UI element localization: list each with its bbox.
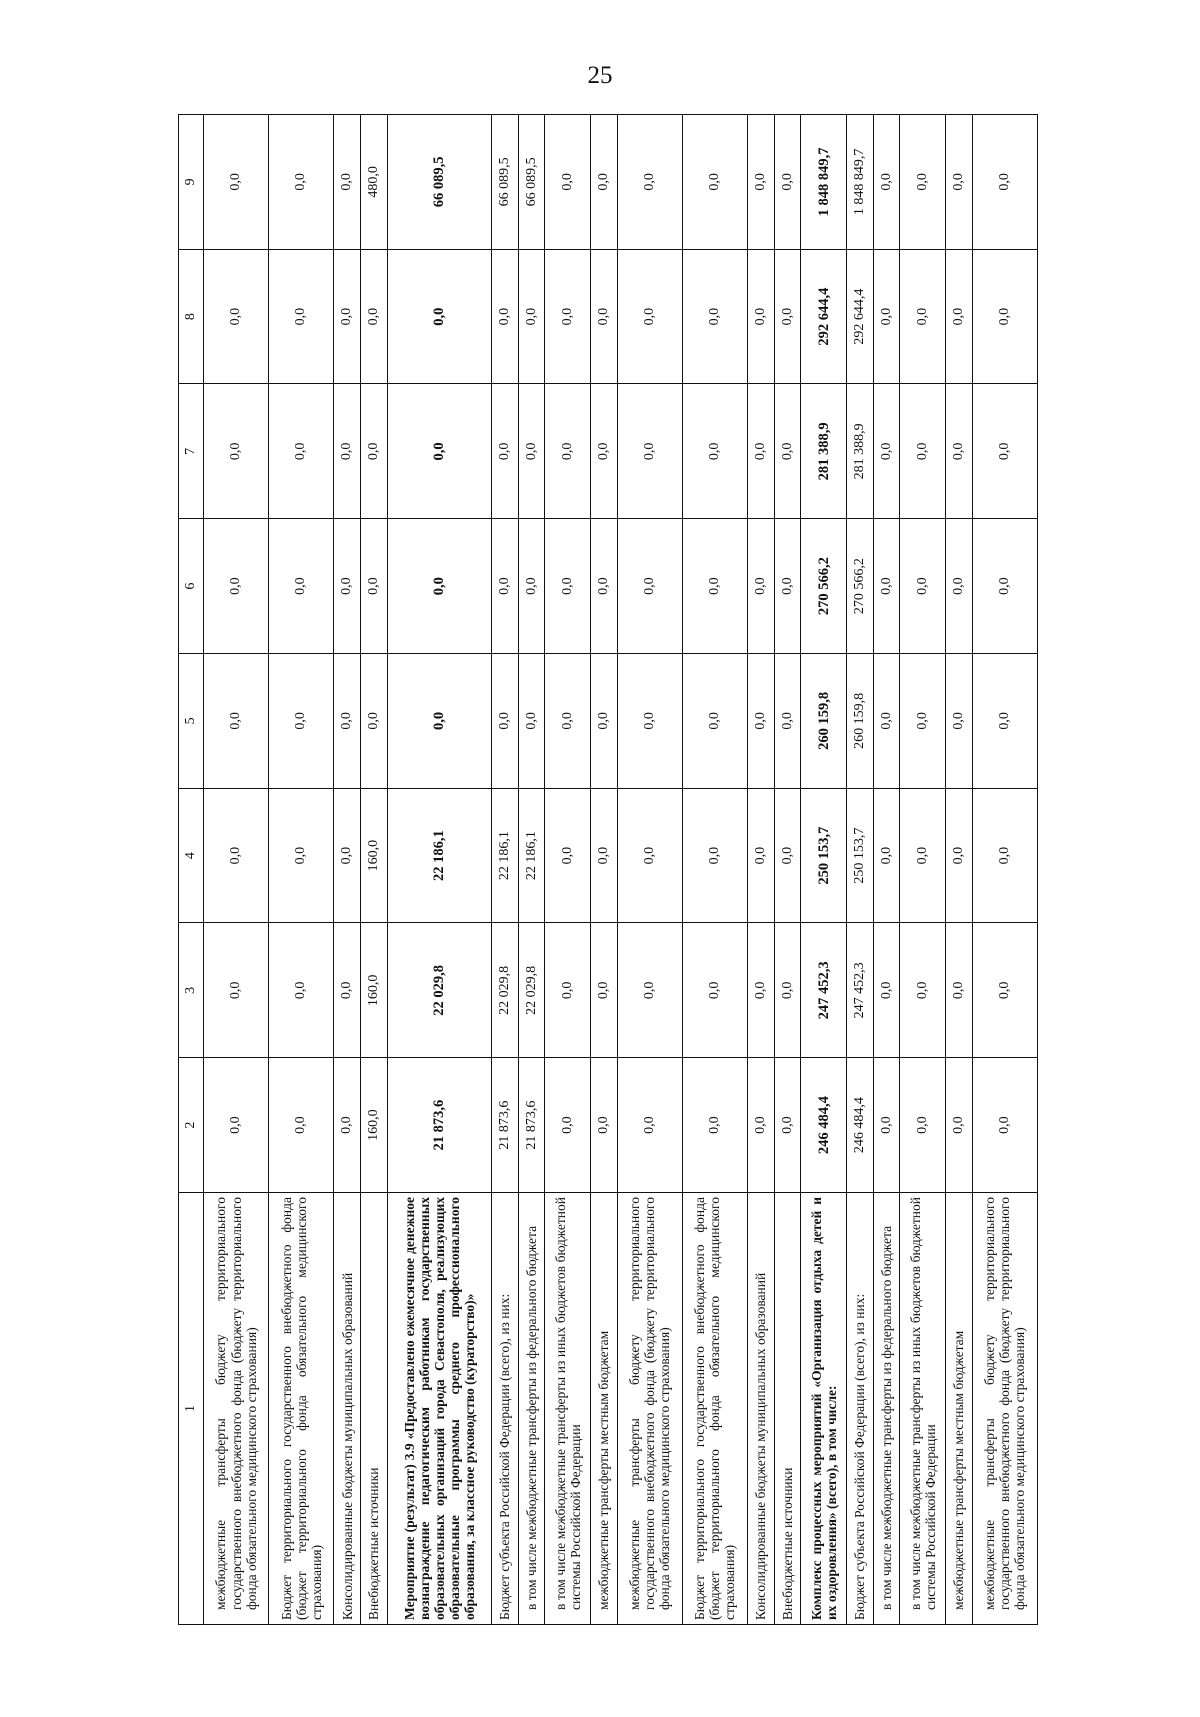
value-cell: 0,0 — [774, 923, 801, 1058]
value-cell: 0,0 — [590, 923, 617, 1058]
table-row — [972, 115, 1037, 1625]
value-cell: 160,0 — [360, 923, 387, 1058]
row-label: межбюджетные трансферты бюджету территориального государственного внебюджетного фонда (бюджету территориального фонда обязательного медицинского страхования) — [972, 1193, 1037, 1625]
value-cell: 0,0 — [900, 923, 946, 1058]
value-cell: 1 848 849,7 — [801, 115, 847, 250]
value-cell: 0,0 — [900, 1058, 946, 1193]
value-cell: 0,0 — [774, 788, 801, 923]
value-cell: 0,0 — [873, 788, 900, 923]
value-cell: 0,0 — [873, 384, 900, 519]
value-cell: 22 186,1 — [491, 788, 518, 923]
row-label: Бюджет субъекта Российской Федерации (всего), из них: — [491, 1193, 518, 1625]
value-cell: 0,0 — [972, 923, 1037, 1058]
table-row — [873, 115, 900, 1625]
value-cell: 21 873,6 — [491, 1058, 518, 1193]
value-cell: 0,0 — [972, 519, 1037, 654]
value-cell: 0,0 — [518, 249, 545, 384]
value-cell: 0,0 — [204, 384, 269, 519]
value-cell: 66 089,5 — [518, 115, 545, 250]
value-cell: 0,0 — [747, 923, 774, 1058]
value-cell: 22 186,1 — [518, 788, 545, 923]
table-row — [682, 115, 747, 1625]
value-cell: 0,0 — [682, 115, 747, 250]
value-cell: 0,0 — [617, 384, 682, 519]
row-label: Комплекс процессных мероприятий «Организация отдыха детей и их оздоровления» (всего), в том числе: — [801, 1193, 847, 1625]
value-cell: 0,0 — [360, 249, 387, 384]
value-cell: 0,0 — [545, 384, 591, 519]
header-row — [179, 115, 204, 1625]
value-cell: 0,0 — [747, 788, 774, 923]
value-cell: 21 873,6 — [518, 1058, 545, 1193]
value-cell: 0,0 — [545, 788, 591, 923]
value-cell: 0,0 — [334, 923, 361, 1058]
page-number: 25 — [587, 62, 613, 89]
value-cell: 0,0 — [972, 1058, 1037, 1193]
value-cell: 0,0 — [617, 654, 682, 789]
value-cell: 0,0 — [682, 923, 747, 1058]
value-cell: 0,0 — [269, 923, 334, 1058]
value-cell: 0,0 — [682, 1058, 747, 1193]
value-cell: 0,0 — [269, 384, 334, 519]
value-cell: 0,0 — [491, 654, 518, 789]
column-header: 5 — [179, 654, 204, 789]
row-label: Консолидированные бюджеты муниципальных образований — [334, 1193, 361, 1625]
value-cell: 0,0 — [945, 249, 972, 384]
value-cell: 0,0 — [491, 519, 518, 654]
value-cell: 270 566,2 — [846, 519, 873, 654]
value-cell: 0,0 — [204, 1058, 269, 1193]
value-cell: 0,0 — [360, 519, 387, 654]
value-cell: 0,0 — [590, 115, 617, 250]
value-cell: 0,0 — [617, 788, 682, 923]
row-label: в том числе межбюджетные трансферты из иных бюджетов бюджетной системы Российской Федерации — [545, 1193, 591, 1625]
value-cell: 0,0 — [590, 654, 617, 789]
value-cell: 0,0 — [334, 115, 361, 250]
value-cell: 0,0 — [972, 654, 1037, 789]
value-cell: 66 089,5 — [491, 115, 518, 250]
value-cell: 0,0 — [545, 115, 591, 250]
table-row — [360, 115, 387, 1625]
value-cell: 0,0 — [682, 654, 747, 789]
table-row — [846, 115, 873, 1625]
table-row — [801, 115, 847, 1625]
value-cell: 292 644,4 — [801, 249, 847, 384]
value-cell: 246 484,4 — [801, 1058, 847, 1193]
column-header: 8 — [179, 249, 204, 384]
table-row — [617, 115, 682, 1625]
value-cell: 0,0 — [387, 519, 491, 654]
value-cell: 0,0 — [945, 654, 972, 789]
value-cell: 0,0 — [945, 384, 972, 519]
table-row — [204, 115, 269, 1625]
row-label: межбюджетные трансферты бюджету территориального государственного внебюджетного фонда (бюджету территориального фонда обязательного медицинского страхования) — [617, 1193, 682, 1625]
value-cell: 0,0 — [747, 1058, 774, 1193]
value-cell: 0,0 — [545, 249, 591, 384]
value-cell: 0,0 — [617, 923, 682, 1058]
table-row — [590, 115, 617, 1625]
value-cell: 0,0 — [873, 519, 900, 654]
value-cell: 0,0 — [590, 519, 617, 654]
row-label: межбюджетные трансферты бюджету территориального государственного внебюджетного фонда (бюджету территориального фонда обязательного медицинского страхования) — [204, 1193, 269, 1625]
row-label: межбюджетные трансферты местным бюджетам — [945, 1193, 972, 1625]
value-cell: 22 029,8 — [387, 923, 491, 1058]
value-cell: 0,0 — [334, 249, 361, 384]
value-cell: 0,0 — [204, 923, 269, 1058]
value-cell: 0,0 — [873, 654, 900, 789]
value-cell: 0,0 — [491, 384, 518, 519]
row-label: Внебюджетные источники — [360, 1193, 387, 1625]
value-cell: 246 484,4 — [846, 1058, 873, 1193]
value-cell: 0,0 — [204, 788, 269, 923]
value-cell: 0,0 — [900, 115, 946, 250]
value-cell: 0,0 — [747, 249, 774, 384]
value-cell: 160,0 — [360, 788, 387, 923]
value-cell: 22 186,1 — [387, 788, 491, 923]
column-header: 3 — [179, 923, 204, 1058]
value-cell: 0,0 — [747, 115, 774, 250]
value-cell: 0,0 — [873, 249, 900, 384]
value-cell: 250 153,7 — [846, 788, 873, 923]
value-cell: 0,0 — [334, 1058, 361, 1193]
value-cell: 0,0 — [682, 384, 747, 519]
value-cell: 0,0 — [204, 115, 269, 250]
row-label: Бюджет субъекта Российской Федерации (всего), из них: — [846, 1193, 873, 1625]
table-row — [747, 115, 774, 1625]
value-cell: 0,0 — [682, 249, 747, 384]
column-header: 4 — [179, 788, 204, 923]
value-cell: 0,0 — [387, 249, 491, 384]
value-cell: 0,0 — [387, 384, 491, 519]
value-cell: 0,0 — [334, 384, 361, 519]
value-cell: 270 566,2 — [801, 519, 847, 654]
value-cell: 0,0 — [900, 249, 946, 384]
value-cell: 0,0 — [682, 519, 747, 654]
value-cell: 247 452,3 — [801, 923, 847, 1058]
value-cell: 0,0 — [518, 384, 545, 519]
value-cell: 0,0 — [972, 384, 1037, 519]
value-cell: 21 873,6 — [387, 1058, 491, 1193]
value-cell: 22 029,8 — [518, 923, 545, 1058]
value-cell: 0,0 — [334, 654, 361, 789]
row-label: Консолидированные бюджеты муниципальных образований — [747, 1193, 774, 1625]
value-cell: 0,0 — [518, 519, 545, 654]
value-cell: 1 848 849,7 — [846, 115, 873, 250]
value-cell: 480,0 — [360, 115, 387, 250]
value-cell: 0,0 — [545, 1058, 591, 1193]
row-label: Мероприятие (результат) 3.9 «Предоставлено ежемесячное денежное вознаграждение педагогическим работникам государственных образовательных организаций города Севастополя, реализующих образовательные программы среднего профессионального образования, за классное руководство (кураторство)» — [387, 1193, 491, 1625]
value-cell: 0,0 — [945, 923, 972, 1058]
value-cell: 0,0 — [617, 1058, 682, 1193]
table-row — [334, 115, 361, 1625]
table-row — [545, 115, 591, 1625]
value-cell: 281 388,9 — [846, 384, 873, 519]
value-cell: 0,0 — [873, 115, 900, 250]
value-cell: 0,0 — [774, 519, 801, 654]
value-cell: 0,0 — [334, 519, 361, 654]
row-label: в том числе межбюджетные трансферты из федерального бюджета — [518, 1193, 545, 1625]
value-cell: 0,0 — [269, 788, 334, 923]
row-label: межбюджетные трансферты местным бюджетам — [590, 1193, 617, 1625]
column-header: 9 — [179, 115, 204, 250]
value-cell: 0,0 — [747, 654, 774, 789]
value-cell: 0,0 — [518, 654, 545, 789]
value-cell: 0,0 — [900, 654, 946, 789]
value-cell: 281 388,9 — [801, 384, 847, 519]
value-cell: 247 452,3 — [846, 923, 873, 1058]
value-cell: 0,0 — [590, 1058, 617, 1193]
column-header: 6 — [179, 519, 204, 654]
value-cell: 0,0 — [360, 654, 387, 789]
value-cell: 0,0 — [945, 519, 972, 654]
value-cell: 0,0 — [972, 115, 1037, 250]
value-cell: 260 159,8 — [801, 654, 847, 789]
value-cell: 0,0 — [873, 923, 900, 1058]
value-cell: 0,0 — [590, 249, 617, 384]
value-cell: 0,0 — [774, 249, 801, 384]
table-row — [491, 115, 518, 1625]
column-header: 1 — [179, 1193, 204, 1625]
value-cell: 0,0 — [269, 115, 334, 250]
value-cell: 0,0 — [617, 249, 682, 384]
rotated-table-container — [178, 115, 1038, 1625]
value-cell: 0,0 — [774, 384, 801, 519]
column-header: 7 — [179, 384, 204, 519]
value-cell: 0,0 — [747, 519, 774, 654]
value-cell: 0,0 — [945, 115, 972, 250]
value-cell: 292 644,4 — [846, 249, 873, 384]
row-label: в том числе межбюджетные трансферты из иных бюджетов бюджетной системы Российской Федерации — [900, 1193, 946, 1625]
value-cell: 0,0 — [360, 384, 387, 519]
table-row — [518, 115, 545, 1625]
value-cell: 0,0 — [873, 1058, 900, 1193]
value-cell: 0,0 — [387, 654, 491, 789]
value-cell: 0,0 — [945, 788, 972, 923]
table-row — [387, 115, 491, 1625]
value-cell: 0,0 — [774, 654, 801, 789]
value-cell: 0,0 — [617, 519, 682, 654]
value-cell: 0,0 — [491, 249, 518, 384]
row-label: в том числе межбюджетные трансферты из федерального бюджета — [873, 1193, 900, 1625]
column-header: 2 — [179, 1058, 204, 1193]
value-cell: 22 029,8 — [491, 923, 518, 1058]
value-cell: 0,0 — [545, 654, 591, 789]
table-row — [900, 115, 946, 1625]
table-row — [774, 115, 801, 1625]
value-cell: 0,0 — [204, 249, 269, 384]
value-cell: 0,0 — [900, 788, 946, 923]
value-cell: 0,0 — [269, 1058, 334, 1193]
value-cell: 0,0 — [204, 519, 269, 654]
budget-table — [178, 114, 1038, 1625]
value-cell: 0,0 — [972, 788, 1037, 923]
value-cell: 0,0 — [545, 923, 591, 1058]
value-cell: 0,0 — [204, 654, 269, 789]
value-cell: 66 089,5 — [387, 115, 491, 250]
value-cell: 0,0 — [972, 249, 1037, 384]
value-cell: 0,0 — [747, 384, 774, 519]
value-cell: 0,0 — [590, 384, 617, 519]
value-cell: 0,0 — [269, 519, 334, 654]
value-cell: 260 159,8 — [846, 654, 873, 789]
value-cell: 0,0 — [590, 788, 617, 923]
table-body — [204, 115, 1038, 1625]
value-cell: 160,0 — [360, 1058, 387, 1193]
row-label: Внебюджетные источники — [774, 1193, 801, 1625]
value-cell: 0,0 — [269, 249, 334, 384]
value-cell: 0,0 — [945, 1058, 972, 1193]
row-label: Бюджет территориального государственного внебюджетного фонда (бюджет территориального фонда обязательного медицинского страхования) — [269, 1193, 334, 1625]
value-cell: 0,0 — [545, 519, 591, 654]
value-cell: 0,0 — [900, 519, 946, 654]
table-row — [945, 115, 972, 1625]
value-cell: 250 153,7 — [801, 788, 847, 923]
value-cell: 0,0 — [334, 788, 361, 923]
row-label: Бюджет территориального государственного внебюджетного фонда (бюджет территориального фонда обязательного медицинского страхования) — [682, 1193, 747, 1625]
value-cell: 0,0 — [774, 1058, 801, 1193]
table-row — [269, 115, 334, 1625]
value-cell: 0,0 — [269, 654, 334, 789]
value-cell: 0,0 — [617, 115, 682, 250]
value-cell: 0,0 — [900, 384, 946, 519]
value-cell: 0,0 — [682, 788, 747, 923]
value-cell: 0,0 — [774, 115, 801, 250]
